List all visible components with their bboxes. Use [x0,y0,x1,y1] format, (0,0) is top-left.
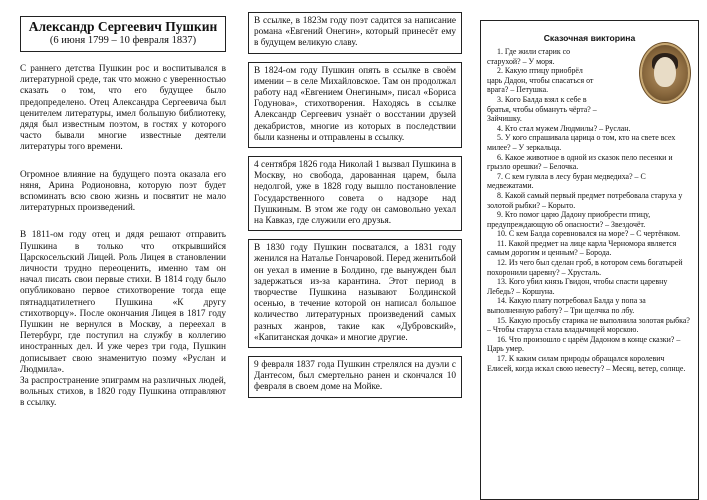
quiz-question: 17. К каким силам природы обращался королевич Елисей, когда искал свою невесту? – Месяц, ветер, солнце. [487,354,686,373]
paragraph: Огромное влияние на будущего поэта оказала его няня, Арина Родионовна, которую поэт будет вспоминать всю свою жизнь и посвятит не мало литературных произведений. [20,169,226,214]
quiz-question: 14. Какую плату потребовал Балда у попа за выполненную работу? – Три щелчка по лбу. [487,296,646,316]
quiz-question: 4. Кто стал мужем Людмилы? – Руслан. [497,123,631,133]
paragraph: 9 февраля 1837 года Пушкин стрелялся на дуэли с Дантесом, был смертельно ранен и скончался 10 февраля в своем доме на Мойке. [254,360,456,393]
text-box [248,156,462,231]
paragraph: В 1824-ом году Пушкин опять в ссылке в своём имении – в селе Михайловское. Там он продолжал работу над «Евгением Онегиным», писал «Бориса Годунова», стихотворения. Находясь в ссылке Александр Сергеевич узнаёт о восстании друзей декабристов, многие из которых в последствии были казнены и отправлены в ссылку. [254,65,456,143]
biography-column-1 [0,0,238,500]
quiz-question: 13. Кого убил князь Гвидон, чтобы спасти царевну Лебедь? – Коршуна. [487,277,668,296]
text-box [248,239,462,348]
quiz-column [472,0,707,500]
biography-column-2 [238,0,472,500]
paragraph: В 1830 году Пушкин посватался, а 1831 году женился на Наталье Гончаровой. Перед женитьбой он уехал в имение в Болдино, где вынужден был задержаться из-за карантина. Этот период в творчестве Пушкина называют Болдинской осенью, в течение которой он написал большое количество литературных произведений самых разных жанров, такие как «Дубровский», «Капитанская дочка» и многие другие. [254,243,456,343]
quiz-question: 15. Какую просьбу старика не выполнила золотая рыбка? – Чтобы старуха стала владычицей морскою. [487,315,690,335]
quiz-box [480,20,699,500]
portrait-medallion-icon [642,45,688,101]
title-block [20,16,226,52]
paragraph: За распространение эпиграмм на различных людей, вольных стихов, в 1820 году Пушкина отправляют в ссылку. [20,376,226,409]
text-box [248,62,462,148]
quiz-question: 12. Из чего был сделан гроб, в котором семь богатырей похоронили царевну? – Хрусталь. [487,258,683,277]
quiz-question: 7. С кем гуляла в лесу буран медведиха? – С медвежатами. [487,171,646,191]
quiz-question: 2. Какую птицу приобрёл царь Дадон, чтобы спасаться от врага? – Петушка. [487,66,594,95]
text-box [248,12,462,54]
quiz-question: 11. Какой предмет на лице карла Черномора является самым дорогим и ценным? – Борода. [487,238,677,258]
paragraph: С раннего детства Пушкин рос и воспитывался в литературной среде, так что можно с уверенностью сказать о том, что его будущее было предопределено. Отец Александра Сергеевича был ценителем литературы, имел большую библиотеку, дядя был известным поэтом, в гостях у которого часто бывали многие известные деятели литературы того времени. [20,64,226,153]
text-box [248,356,462,398]
quiz-title: Сказочная викторина [543,33,636,43]
quiz-question: 10. С кем Балда соревновался на море? – С чертёнком. [497,229,681,239]
paragraph: В ссылке, в 1823м году поэт садится за написание романа «Евгений Онегин», который принесёт ему в будущем великую славу. [254,16,456,49]
paragraph: 4 сентября 1826 года Николай 1 вызвал Пушкина в Москву, но свобода, дарованная царем, была недолгой, уже в 1828 году вышло постановление Государственного совета о надзоре над Пушкиным. В этом же году он самовольно уехал на Кавказ, где служили его друзья. [254,160,456,227]
page-title: Александр Сергеевич Пушкин [28,19,218,34]
quiz-question: 5. У кого спрашивала царица о том, кто на свете всех милее? – У зеркальца. [487,133,676,152]
quiz-question: 16. Что произошло с царём Дадоном в конце сказки? – Царь умер. [487,334,681,354]
quiz-question: 8. Какой самый первый предмет потребовала старуха у золотой рыбки? – Корыто. [487,190,683,210]
quiz-question: 6. Какое животное в одной из сказок пело песенки и грызло орешки? – Белочка. [487,152,673,172]
quiz-question: 9. Кто помог царю Дадону приобрести птицу, предупреждающую об опасности? – Звездочёт. [487,210,651,229]
life-dates: (6 июня 1799 – 10 февраля 1837) [49,35,197,46]
quiz-question: 3. Кого Балда взял к себе в братья, чтобы обмануть чёрта? – Зайчишку. [487,94,597,124]
paragraph: В 1811-ом году отец и дядя решают отправить Пушкина в только что открывшийся Царскосельский Лицей. Роль Лицея в становлении личности трудно переоценить, именно там он начал писать свои первые стихи. В 1814 году было опубликовано первое стихотворение тогда еще пятнадцатилетнего Пушкина «К другу стихотворцу». После окончания Лицея в 1817 году Пушкин не вернулся в Москву, а переехал в Петербург, где поступил на службу в коллегию иностранных дел. И уже через три года, Пушкин дописывает свою знаменитую поэму «Руслан и Людмила». [20,230,226,375]
quiz-question: 1. Где жили старик со старухой? – У моря. [487,47,571,66]
